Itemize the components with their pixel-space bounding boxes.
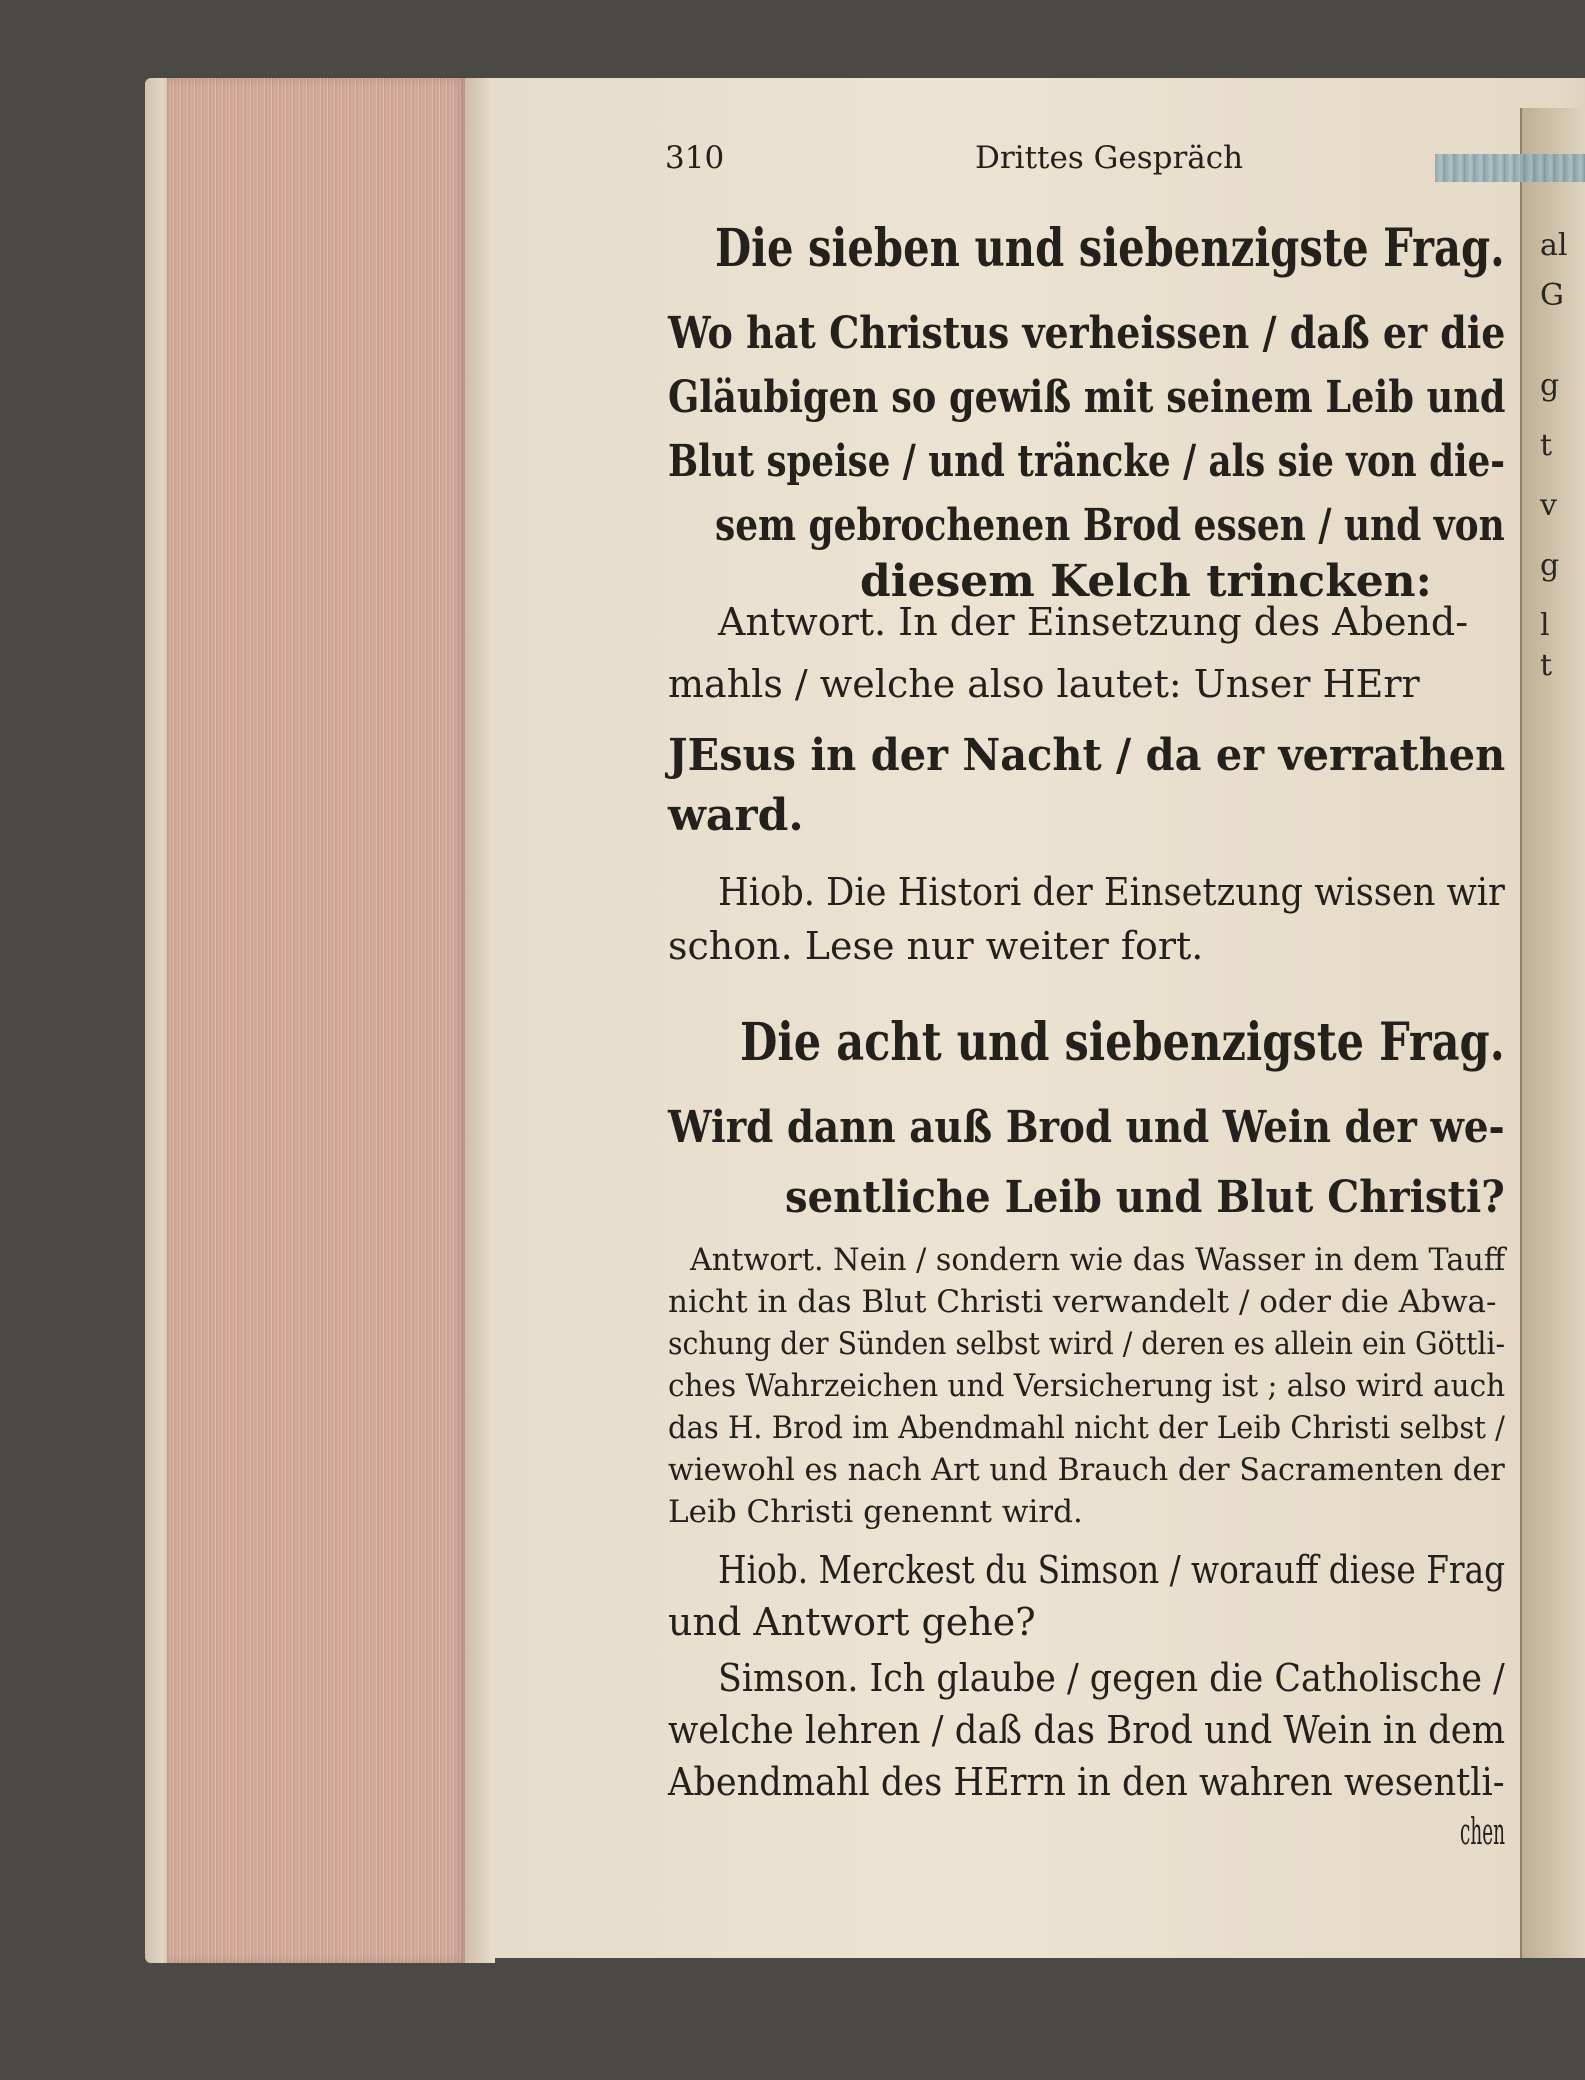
answer-line: nicht in das Blut Christi verwandelt / oder die Abwa- [668,1284,1497,1320]
dialogue-line: Abendmahl des HErrn in den wahren wesentli- [668,1760,1505,1804]
answer-line: JEsus in der Nacht / da er verrathen [668,730,1506,781]
dialogue-line: welche lehren / daß das Brod und Wein in dem [668,1708,1506,1752]
page-number: 310 [665,140,725,176]
right-page-fragment: l [1540,608,1550,643]
answer-line: schung der Sünden selbst wird / deren es allein ein Göttli- [668,1326,1506,1362]
answer-line: Antwort. In der Einsetzung des Abend- [718,600,1469,644]
right-page-fragment: g [1540,548,1560,583]
question-line: Wo hat Christus verheissen / daß er die [668,308,1506,359]
catchword: chen [1460,1812,1505,1853]
right-page-fragment: al [1540,228,1568,263]
question-line: Wird dann auß Brod und Wein der we- [668,1102,1505,1153]
question-line: Gläubigen so gewiß mit seinem Leib und [668,372,1506,423]
question-line: Blut speise / und träncke / als sie von die- [668,436,1506,487]
right-page-fragment: t [1540,648,1553,683]
dialogue-line: und Antwort gehe? [668,1600,1036,1644]
dialogue-line: Hiob. Merckest du Simson / worauff diese Frag [718,1548,1506,1592]
answer-line: Antwort. Nein / sondern wie das Wasser in dem Tauff [690,1242,1506,1278]
question-line: sentliche Leib und Blut Christi? [785,1172,1505,1223]
answer-line: wiewohl es nach Art und Brauch der Sacramenten der [668,1452,1505,1488]
answer-line: mahls / welche also lautet: Unser HErr [668,662,1420,706]
right-page-fragment: G [1540,278,1564,313]
right-page [1520,108,1585,1958]
answer-line: das H. Brod im Abendmahl nicht der Leib Christi selbst / [668,1410,1505,1446]
question-line: diesem Kelch trincken: [860,556,1432,607]
dialogue-line: schon. Lese nur weiter fort. [668,924,1204,968]
right-page-fragment: t [1540,428,1553,463]
right-page-fragment: g [1540,368,1560,403]
question-line: sem gebrochenen Brod essen / und von [715,500,1505,551]
dialogue-line: Simson. Ich glaube / gegen die Catholische / [718,1656,1505,1700]
answer-line: ches Wahrzeichen und Versicherung ist ; also wird auch [668,1368,1506,1404]
answer-line: Leib Christi genennt wird. [668,1494,1083,1530]
page-edges [167,78,467,1963]
question-heading: Die sieben und siebenzigste Frag. [715,218,1505,279]
question-heading: Die acht und siebenzigste Frag. [740,1012,1505,1073]
dialogue-line: Hiob. Die Histori der Einsetzung wissen wir [718,870,1505,914]
answer-line: ward. [668,790,804,841]
right-page-fragment: v [1540,488,1557,523]
bookmark-ribbon [1435,154,1585,182]
running-title: Drittes Gespräch [975,140,1244,176]
